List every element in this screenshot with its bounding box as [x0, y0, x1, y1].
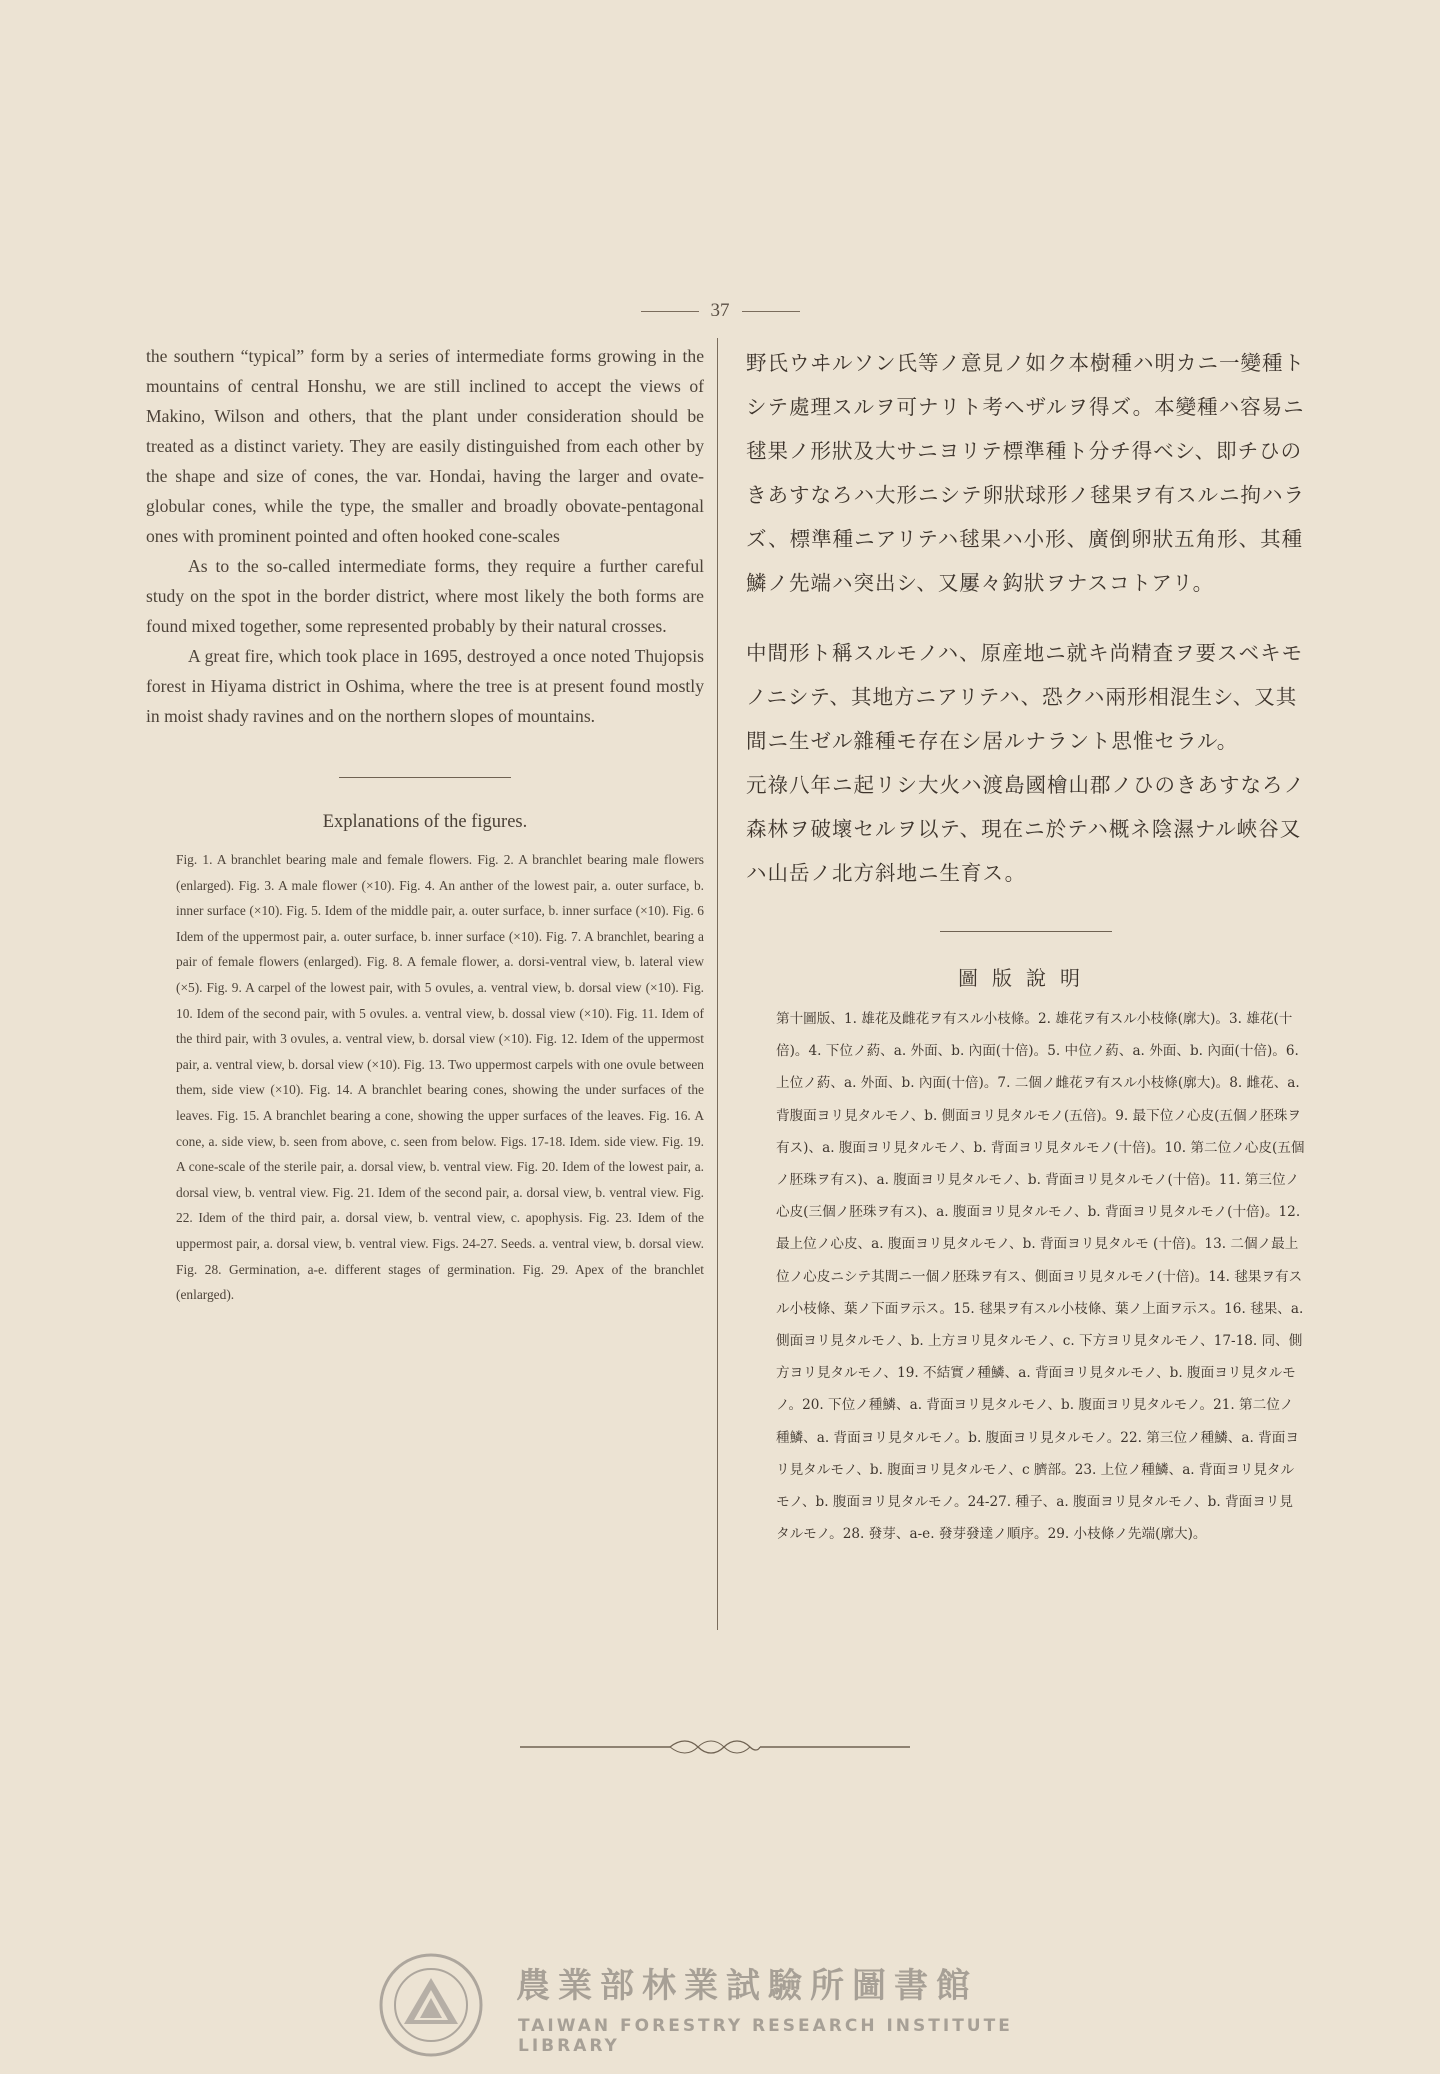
page-number: 37 [710, 300, 730, 321]
watermark-title: 農業部林業試驗所圖書館 [516, 1966, 978, 2006]
english-section-rule [339, 777, 511, 778]
english-column [146, 341, 704, 1308]
english-figures-title: Explanations of the figures. [322, 812, 528, 832]
english-figures-text: Fig. 1. A branchlet bearing male and female flowers. Fig. 2. A branchlet bearing male flowers (enlarged). Fig. 3. A male flower (×10). Fig. 4. An anther of the lowest pair, a. outer surface, b. inner surface (×10). Fig. 5. Idem of the middle pair, a. outer surface, b. inner surface (×10). Fig. 6 Idem of the uppermost pair, a. outer surface, b. inner surface (×10). Fig. 7. A branchlet, bearing a pair of female flowers (enlarged). Fig. 8. A female flower, a. dorsi-ventral view, b. lateral view (×5). Fig. 9. A carpel of the lowest pair, with 5 ovules, a. ventral view, b. dorsal view (×10). Fig. 10. Idem of the second pair, with 5 ovules. a. ventral view, b. dossal view (×10). Fig. 11. Idem of the third pair, with 3 ovules, a. ventral view, b. dorsal view (×10). Fig. 12. Idem of the uppermost pair, a. ventral view, b. dorsal view (×10). Fig. 13. Two uppermost carpels with one ovule between them, side view (×10). Fig. 14. A branchlet bearing cones, showing the under surfaces of the leaves. Fig. 15. A branchlet bearing a cone, showing the upper surfaces of the leaves. Fig. 16. A cone, a. side view, b. seen from above, c. seen from below. Figs. 17-18. Idem. side view. Fig. 19. A cone-scale of the sterile pair, a. dorsal view, b. ventral view. Fig. 20. Idem of the lowest pair, a. dorsal view, b. ventral view. Fig. 21. Idem of the second pair, a. dorsal view, b. ventral view. Fig. 22. Idem of the third pair, a. dorsal view, b. ventral view, c. apophysis. Fig. 23. Idem of the uppermost pair, a. dorsal view, b. ventral view. Figs. 24-27. Seeds. a. ventral view, b. dorsal view. Fig. 28. Germination, a-e. different stages of germination. Fig. 29. Apex of the branchlet (enlarged). [176, 852, 704, 1303]
watermark-subtitle: TAIWAN FORESTRY RESEARCH INSTITUTE LIBRARY [518, 2016, 1013, 2056]
english-paragraph-2: As to the so-called intermediate forms, they require a further careful study on the spot in the border district, where most likely the both forms are found mixed together, some represented probably by their natural crosses. [146, 556, 704, 636]
library-seal-logo [376, 1950, 486, 2060]
english-paragraph-1: the southern “typical” form by a series of intermediate forms growing in the mountains of central Honshu, we are still inclined to accept the views of Makino, Wilson and others, that the plant under consideration should be treated as a distinct variety. They are easily distinguished from each other by the shape and size of cones, the var. Hondai, having the larger and ovate-globular cones, while the type, the smaller and broadly obovate-pentagonal ones with prominent pointed and often hooked cone-scales [146, 346, 704, 546]
page-number-rule-right [742, 311, 800, 312]
column-divider [717, 338, 718, 1630]
english-paragraph-3: A great fire, which took place in 1695, destroyed a once noted Thujopsis forest in Hiyama district in Oshima, where the tree is at present found mostly in moist shady ravines and on the northern slopes of mountains. [146, 646, 704, 726]
page-number-rule-left [641, 311, 699, 312]
japanese-figures-text: 第十圖版、1. 雄花及雌花ヲ有スル小枝條。2. 雄花ヲ有スル小枝條(廓大)。3. 雄花(十倍)。4. 下位ノ葯、a. 外面、b. 內面(十倍)。5. 中位ノ葯、a. 外面、b. 內面(十倍)。6. 上位ノ葯、a. 外面、b. 內面(十倍)。7. 二個ノ雌花ヲ有スル小枝條(廓大)。8. 雌花、a. 背腹面ヨリ見タルモノ、b. 側面ヨリ見タルモノ(五倍)。9. 最下位ノ心皮(五個ノ胚珠ヲ有ス)、a. 腹面ヨリ見タルモノ、b. 背面ヨリ見タルモノ(十倍)。10. 第二位ノ心皮(五個ノ胚珠ヲ有ス)、a. 腹面ヨリ見タルモノ、b. 背面ヨリ見タルモノ(十倍)。11. 第三位ノ心皮(三個ノ胚珠ヲ有ス)、a. 腹面ヨリ見タルモノ、b. 背面ヨリ見タルモノ(十倍)。12. 最上位ノ心皮、a. 腹面ヨリ見タルモノ、b. 背面ヨリ見タルモ (十倍)。13. 二個ノ最上位ノ心皮ニシテ其間ニ一個ノ胚珠ヲ有ス、側面ヨリ見タルモノ(十倍)。14. 毬果ヲ有スル小枝條、葉ノ下面ヲ示ス。15. 毬果ヲ有スル小枝條、葉ノ上面ヲ示ス。16. 毬果、a. 側面ヨリ見タルモノ、b. 上方ヨリ見タルモノ、c. 下方ヨリ見タルモノ、17-18. 同、側方ヨリ見タルモノ、19. 不結實ノ種鱗、a. 背面ヨリ見タルモノ、b. 腹面ヨリ見タルモノ。20. 下位ノ種鱗、a. 背面ヨリ見タルモノ、b. 腹面ヨリ見タルモノ。21. 第二位ノ種鱗、a. 背面ヨリ見タルモノ。b. 腹面ヨリ見タルモノ。22. 第三位ノ種鱗、a. 背面ヨリ見タルモノ、b. 腹面ヨリ見タルモノ、c 臍部。23. 上位ノ種鱗、a. 背面ヨリ見タルモノ、b. 腹面ヨリ見タルモノ。24-27. 種子、a. 腹面ヨリ見タルモノ、b. 背面ヨリ見タルモノ。28. 發芽、a-e. 發芽發達ノ順序。29. 小枝條ノ先端(廓大)。 [776, 1011, 1305, 1543]
library-watermark [376, 1950, 1076, 2060]
japanese-figures-title: 圖版說明 [958, 966, 1094, 990]
ornamental-flourish [520, 1735, 910, 1759]
japanese-section-rule [940, 931, 1112, 932]
page-number-line [0, 300, 1440, 322]
japanese-column [746, 341, 1306, 1550]
japanese-paragraph-2: 中間形ト稱スルモノハ、原産地ニ就キ尚精査ヲ要スベキモノニシテ、其地方ニアリテハ、恐クハ兩形相混生シ、又其間ニ生ゼル雜種モ存在シ居ルナラント思惟セラル。 [746, 641, 1304, 753]
japanese-paragraph-1: 野氏ウヰルソン氏等ノ意見ノ如ク本樹種ハ明カニ一變種トシテ處理スルヲ可ナリト考ヘザルヲ得ズ。本變種ハ容易ニ毬果ノ形狀及大サニヨリテ標準種ト分チ得ベシ、即チひのきあすなろハ大形ニシテ卵狀球形ノ毬果ヲ有スルニ拘ハラズ、標準種ニアリテハ毬果ハ小形、廣倒卵狀五角形、其種鱗ノ先端ハ突出シ、又屢々鈎狀ヲナスコトアリ。 [746, 351, 1305, 595]
japanese-paragraph-3: 元祿八年ニ起リシ大火ハ渡島國檜山郡ノひのきあすなろノ森林ヲ破壞セルヲ以テ、現在ニ於テハ概ネ陰濕ナル峽谷又ハ山岳ノ北方斜地ニ生育ス。 [746, 773, 1305, 885]
